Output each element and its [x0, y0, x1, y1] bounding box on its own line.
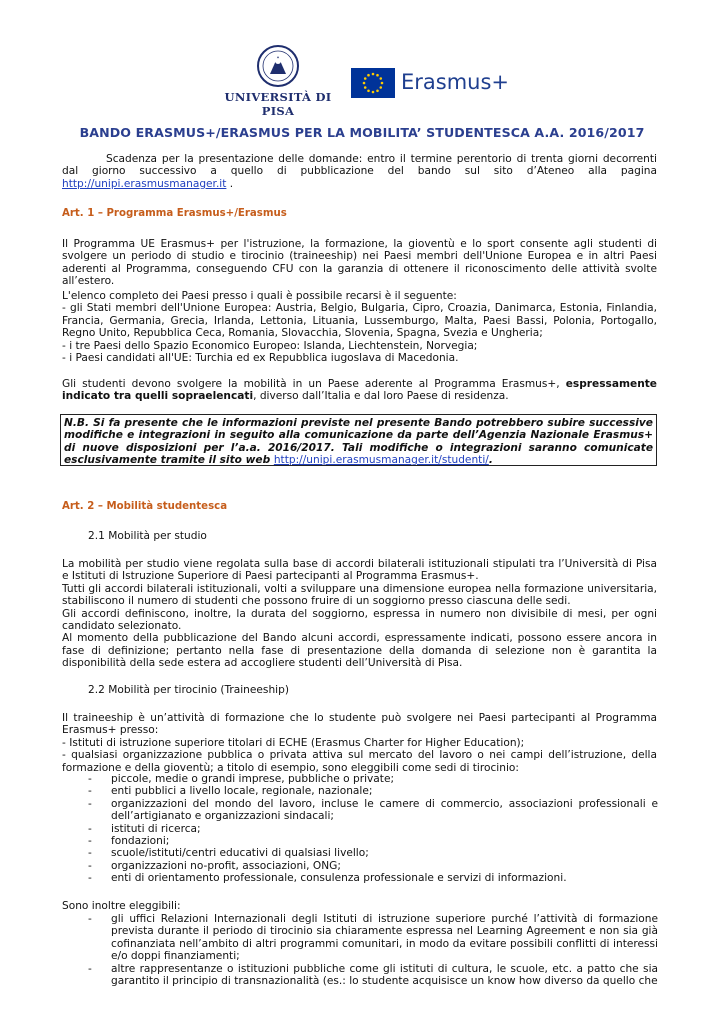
list-item: - piccole, medie o grandi imprese, pubbliche o private;: [88, 773, 395, 785]
study-paragraph-4: Al momento della pubblicazione del Bando alcuni accordi, espressamente indicati, possono essere ancora in fase di definizione; pertanto nella fase di presentazione della domanda di selezione non è garantita la disponibilità della sede estera ad accogliere studenti dell’Università di Pisa.: [62, 632, 657, 670]
country-list-eu: - gli Stati membri dell'Unione Europea: Austria, Belgio, Bulgaria, Cipro, Croazia, Danimarca, Estonia, Finlandia, Francia, Germania, Grecia, Irlanda, Lettonia, Lituania, Lussemburgo, Malta, Paesi Bassi, Polonia, Portogallo, Regno Unito, Repubblica Ceca, Romania, Slovacchia, Slovenia, Spagna, Svezia e Ungheria;: [62, 302, 657, 340]
traineeship-paragraph-1: Il traineeship è un’attività di formazione che lo studente può svolgere nei Paesi partecipanti al Programma Erasmus+ presso:: [62, 712, 657, 737]
eu-flag-icon: [351, 68, 395, 98]
eu-star: [379, 77, 382, 80]
study-paragraph-3: Gli accordi definiscono, inoltre, la durata del soggiorno, espressa in numero non divisibile di mesi, per ogni candidato selezionato.: [62, 607, 657, 633]
list-item: - enti di orientamento professionale, consulenza professionale e servizi di informazioni.: [88, 872, 567, 885]
traineeship-text: [62, 712, 657, 774]
art1-heading: Art. 1 – Programma Erasmus+/Erasmus: [62, 208, 287, 219]
country-list: [62, 290, 657, 364]
university-name: UNIVERSITÀ DI PISA: [224, 90, 332, 118]
study-paragraph-2: Tutti gli accordi bilaterali istituzionali, volti a sviluppare una dimensione europea nella formazione universitaria, stabiliscono il numero di studenti che possono fruire di un soggiorno presso ciascuna delle sedi.: [62, 582, 657, 608]
country-list-intro: L'elenco completo dei Paesi presso i quali è possibile recarsi è il seguente:: [62, 290, 457, 302]
eu-star: [372, 73, 375, 76]
p3-start: Gli studenti devono svolgere la mobilità in un Paese aderente al Programma Erasmus+,: [62, 378, 566, 390]
art1-paragraph-1: Il Programma UE Erasmus+ per l'istruzione, la formazione, la gioventù e lo sport consente agli studenti di svolgere un periodo di studio e tirocinio (traineeship) nei Paesi membri dell'Unione Europea e in altri Paesi aderenti al Programma, conseguendo CFU con la garanzia di ottenere il riconoscimento delle attività svolte all’estero.: [62, 238, 657, 288]
list-item: - organizzazioni del mondo del lavoro, incluse le camere di commercio, associazioni professionali e dell’artigianato e organizzazioni sindacali;: [88, 797, 658, 823]
eu-star: [364, 77, 367, 80]
university-of-pisa-logo: [218, 44, 338, 118]
study-paragraph-1: La mobilità per studio viene regolata sulla base di accordi bilaterali istituzionali stipulati tra l’Università di Pisa e Istituti di Istruzione Superiore di Paesi partecipanti al Programma Erasmus+.: [62, 558, 657, 583]
nb-text: N.B. Si fa presente che le informazioni previste nel presente Bando potrebbero subire successive modifiche e integrazioni in seguito alla comunicazione da parte dell’Agenzia Nazionale Erasmus+ di nuove disposizioni per l’a.a. 2016/2017. Tali modifiche o integrazioni saranno comunicate esclusivamente tramite il sito web: [64, 417, 653, 467]
eu-star: [376, 89, 379, 92]
also-eligible-list: [88, 913, 658, 987]
subsection-2-1-heading: 2.1 Mobilità per studio: [88, 530, 207, 542]
traineeship-paragraph-2: - Istituti di istruzione superiore titolari di ECHE (Erasmus Charter for Higher Education);: [62, 736, 525, 749]
also-eligible-label: Sono inoltre eleggibili:: [62, 900, 181, 912]
eu-star: [367, 74, 370, 77]
eu-star: [381, 82, 384, 85]
erasmusmanager-link[interactable]: http://unipi.erasmusmanager.it: [62, 177, 227, 190]
traineeship-paragraph-3: - qualsiasi organizzazione pubblica o privata attiva sul mercato del lavoro o nei campi dell’istruzione, della formazione e della gioventù; a titolo di esempio, sono eleggibili come sedi di tirocinio:: [62, 749, 657, 774]
list-item: - enti pubblici a livello locale, regionale, nazionale;: [88, 785, 373, 798]
erasmus-logo-text: Erasmus+: [401, 70, 510, 94]
eu-star: [372, 91, 375, 94]
intro-text: Scadenza per la presentazione delle domande: entro il termine perentorio di trenta giorni decorrenti dal giorno successivo a quello di pubblicazione del bando sul sito d’Ateneo alla pagina: [62, 153, 657, 178]
country-list-eea: - i tre Paesi dello Spazio Economico Europeo: Islanda, Liechtenstein, Norvegia;: [62, 339, 478, 352]
p3-bold: espressamente indicato tra quelli sopraelencati: [62, 378, 657, 403]
eu-star: [363, 82, 366, 85]
intro-tail: .: [226, 177, 234, 190]
nb-notice-box: [60, 414, 657, 466]
eu-star: [367, 89, 370, 92]
list-item: - istituti di ricerca;: [88, 822, 201, 835]
list-item: - scuole/istituti/centri educativi di qualsiasi livello;: [88, 847, 369, 860]
intro-paragraph: [62, 153, 657, 190]
eligible-hosts-list: [88, 773, 658, 885]
eu-star: [364, 86, 367, 89]
eu-star: [379, 86, 382, 89]
p3-end: , diverso dall’Italia e dal loro Paese di residenza.: [253, 390, 509, 403]
country-list-candidates: - i Paesi candidati all'UE: Turchia ed ex Repubblica iugoslava di Macedonia.: [62, 352, 459, 365]
list-item: - altre rappresentanze o istituzioni pubbliche come gli istituti di cultura, le scuole, etc. a patto che sia garantito il principio di transnazionalità (es.: lo studente acquisisce un know how diverso da quello che: [88, 962, 658, 988]
list-item: - fondazioni;: [88, 835, 170, 848]
erasmus-plus-logo: [351, 68, 510, 98]
art2-heading: Art. 2 – Mobilità studentesca: [62, 501, 228, 512]
study-mobility-text: [62, 558, 657, 670]
list-item: - organizzazioni no-profit, associazioni, ONG;: [88, 859, 341, 872]
page-title: BANDO ERASMUS+/ERASMUS PER LA MOBILITA’ STUDENTESCA A.A. 2016/2017: [79, 125, 645, 140]
nb-tail: .: [488, 454, 493, 467]
studenti-link[interactable]: http://unipi.erasmusmanager.it/studenti/: [273, 454, 489, 467]
eu-star: [376, 74, 379, 77]
subsection-2-2-heading: 2.2 Mobilità per tirocinio (Traineeship): [88, 684, 289, 696]
art1-paragraph-3: [62, 378, 657, 403]
list-item: - gli uffici Relazioni Internazionali degli Istituti di istruzione superiore purché l’attività di formazione prevista durante il periodo di tirocinio sia chiaramente espressa nel Learning Agreement e non sia già cofinanziata nell’ambito di altri programmi comunitari, in modo da evitare possibili conflitti di interessi e/o doppi finanziamenti;: [88, 913, 658, 963]
